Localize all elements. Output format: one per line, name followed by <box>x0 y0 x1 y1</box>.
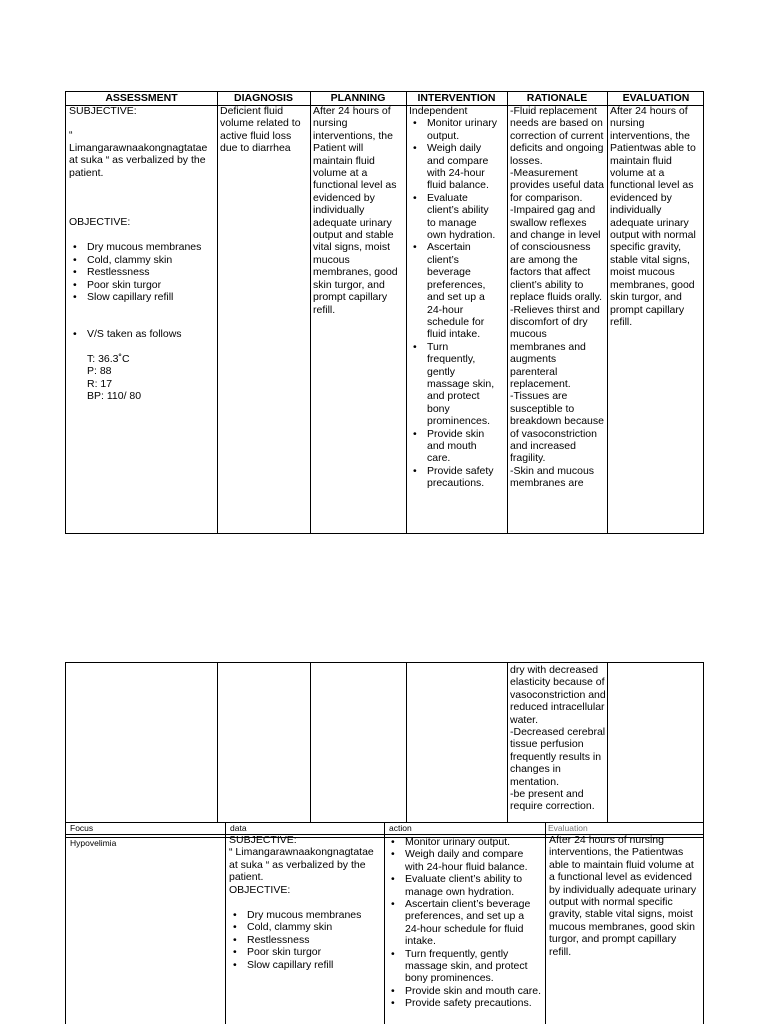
list-item: • Turn frequently, gently massage skin, and protect bony prominences. <box>409 341 498 428</box>
vital-signs <box>69 353 214 403</box>
response-cell: After 24 hours of nursing interventions, the Patientwas able to maintain fluid volume at a functional level as evidenced by individually adequate urinary output with normal specific gravity, stable vital signs, moist mucous membranes, good skin turgor, and prompt capillary refill. <box>549 834 697 958</box>
list-item: • Turn frequently, gently massage skin, and protect bony prominences. <box>387 948 542 985</box>
header-rationale: RATIONALE <box>526 92 588 104</box>
list-item: • Poor skin turgor <box>229 946 381 958</box>
header-data: data <box>230 823 247 833</box>
list-item: • Dry mucous membranes <box>69 241 214 253</box>
action-list <box>387 836 542 1010</box>
resp-value: R: 17 <box>87 377 113 390</box>
list-item: • Provide safety precautions. <box>387 997 542 1009</box>
pulse-value: P: 88 <box>87 365 112 378</box>
list-item: • Monitor urinary output. <box>387 836 542 848</box>
evaluation-cell: After 24 hours of nursing interventions, the Patientwas able to maintain fluid volume at a functional level as evidenced by individually adequate urinary output with normal specific gravity, stable vital signs, moist mucous membranes, good skin turgor, and prompt capillary refill. <box>610 105 696 328</box>
subjective-label: SUBJECTIVE: <box>229 834 297 846</box>
continuation-table <box>65 662 704 1024</box>
temp-value: T: 36.3˚C <box>87 352 130 365</box>
planning-cell: After 24 hours of nursing interventions, the Patient will maintain fluid volume at a functional level as evidenced by individually adequate urinary output and stable vital signs, moist mucous membranes, good skin turgor, and prompt capillary refill. <box>313 105 398 316</box>
list-item: • Restlessness <box>69 266 214 278</box>
action-cell <box>387 836 542 1010</box>
list-item: • Monitor urinary output. <box>409 117 498 142</box>
list-item: • Ascertain client’s beverage preferences, and set up a 24-hour schedule for fluid intake. <box>409 241 498 340</box>
objective-list <box>69 241 214 303</box>
list-item: • Evaluate client’s ability to manage own hydration. <box>409 192 498 242</box>
diagnosis-cell: Deficient fluid volume related to active fluid loss due to diarrhea <box>220 105 301 155</box>
bp-value: BP: 110/ 80 <box>87 390 142 403</box>
subjective-quote: Limangarawnaakongnagtatae at suka “ as verbalized by the patient. <box>69 141 208 179</box>
list-item: • Weigh daily and compare with 24-hour fluid balance. <box>387 848 542 873</box>
list-item: • Cold, clammy skin <box>69 254 214 266</box>
header-assessment: ASSESSMENT <box>105 92 178 104</box>
rationale-cell: -Fluid replacement needs are based on correction of current deficits and ongoing losses. -Measurement provides useful data for comparison. -Impaired gag and swallow reflexes and change in level of consciousness are among the factors that affect client’s ability to replace fluids orally. -Relieves thirst and discomfort of dry mucous membranes and augments parenteral replacement. -Tissues are susceptible to breakdown because of vasoconstriction and increased fragility. -Skin and mucous membranes are <box>510 105 604 490</box>
list-item: • Ascertain client’s beverage preferences, and set up a 24-hour schedule for fluid intake. <box>387 898 542 948</box>
quote-mark: “ <box>69 129 73 142</box>
objective-label: OBJECTIVE: <box>69 216 131 229</box>
list-item: • Slow capillary refill <box>229 959 381 971</box>
focus-cell: Hypovelimia <box>70 838 117 848</box>
nursing-care-plan-table <box>65 91 704 534</box>
list-item: • Provide skin and mouth care. <box>409 428 498 465</box>
subjective-quote: “ Limangarawnaakongnagtatae at suka “ as verbalized by the patient. <box>229 846 374 884</box>
vs-label: • V/S taken as follows <box>69 328 214 340</box>
list-item: • Slow capillary refill <box>69 291 214 303</box>
list-item: • Cold, clammy skin <box>229 921 381 933</box>
header-planning: PLANNING <box>330 92 386 104</box>
header-focus: Focus <box>70 823 94 833</box>
list-item: • Weigh daily and compare with 24-hour fluid balance. <box>409 142 498 192</box>
objective-list <box>229 909 381 971</box>
data-cell <box>229 834 381 971</box>
list-item: • Evaluate client’s ability to manage own hydration. <box>387 873 542 898</box>
rationale-continuation: dry with decreased elasticity because of vasoconstriction and reduced intracellular water. -Decreased cerebral tissue perfusion frequently results in changes in mentation. -be present and require correction. <box>510 664 606 813</box>
header-evaluation: EVALUATION <box>622 92 690 104</box>
intervention-label: Independent <box>409 105 468 117</box>
header-action: action <box>389 823 412 833</box>
list-item: • Restlessness <box>229 934 381 946</box>
header-response-garbled: Evaluation <box>548 823 588 833</box>
subjective-label: SUBJECTIVE: <box>69 105 137 117</box>
header-diagnosis: DIAGNOSIS <box>234 92 293 104</box>
intervention-list <box>409 117 504 489</box>
header-intervention: INTERVENTION <box>417 92 496 104</box>
objective-label: OBJECTIVE: <box>229 883 291 896</box>
list-item: • Provide skin and mouth care. <box>387 985 542 997</box>
list-item: • Dry mucous membranes <box>229 909 381 921</box>
intervention-cell <box>406 105 507 490</box>
list-item: • Poor skin turgor <box>69 279 214 291</box>
list-item: • Provide safety precautions. <box>409 465 498 490</box>
assessment-cell <box>66 105 217 403</box>
